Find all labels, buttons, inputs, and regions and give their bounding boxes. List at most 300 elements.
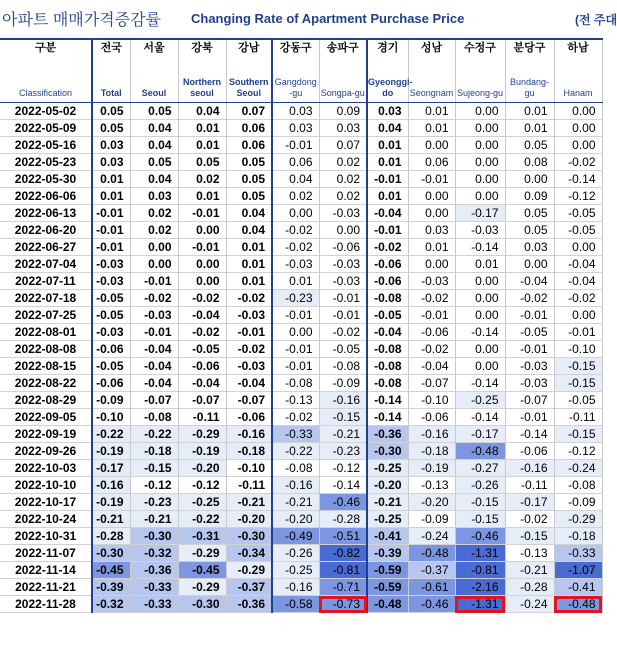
- value-cell: -0.24: [554, 460, 602, 477]
- value-cell: 0.00: [178, 273, 226, 290]
- table-row: [0, 511, 602, 528]
- value-cell: -0.71: [319, 579, 367, 596]
- value-cell: 0.00: [505, 171, 554, 188]
- value-cell: 0.03: [92, 137, 130, 154]
- value-cell: -0.01: [92, 222, 130, 239]
- value-cell: 0.04: [178, 103, 226, 120]
- value-cell: -0.08: [272, 375, 319, 392]
- table-row: [0, 375, 602, 392]
- value-cell: -0.03: [92, 273, 130, 290]
- value-cell: 0.00: [408, 256, 455, 273]
- value-cell: 0.00: [455, 307, 505, 324]
- value-cell: -0.41: [367, 528, 408, 545]
- value-cell: -0.05: [554, 392, 602, 409]
- value-cell: -0.05: [92, 358, 130, 375]
- row-date: 2022-08-08: [0, 341, 92, 358]
- value-cell: -0.07: [226, 392, 272, 409]
- col-header-sujeong: [455, 39, 505, 103]
- value-cell: -0.58: [272, 596, 319, 613]
- value-cell: -0.21: [272, 494, 319, 511]
- value-cell: -0.37: [226, 579, 272, 596]
- value-cell: 0.01: [367, 137, 408, 154]
- value-cell: -0.39: [367, 545, 408, 562]
- value-cell: 0.01: [226, 256, 272, 273]
- value-cell: -0.16: [505, 460, 554, 477]
- value-cell: -0.15: [319, 409, 367, 426]
- col-header-en: Gyeonggi-do: [368, 77, 413, 98]
- value-cell: -0.26: [455, 477, 505, 494]
- value-cell: -0.21: [226, 494, 272, 511]
- value-cell: -0.03: [92, 324, 130, 341]
- value-cell: -0.15: [554, 358, 602, 375]
- value-cell: -1.31: [455, 545, 505, 562]
- value-cell: -0.48: [455, 443, 505, 460]
- value-cell: -0.32: [130, 545, 178, 562]
- value-cell: -0.01: [272, 307, 319, 324]
- value-cell: 0.05: [130, 154, 178, 171]
- value-cell: 0.05: [92, 120, 130, 137]
- value-cell: -0.33: [130, 596, 178, 613]
- value-cell: -0.10: [226, 460, 272, 477]
- value-cell: -0.06: [226, 409, 272, 426]
- value-cell: 0.01: [178, 120, 226, 137]
- value-cell: 0.05: [92, 103, 130, 120]
- value-cell: 0.07: [226, 103, 272, 120]
- row-date: 2022-06-27: [0, 239, 92, 256]
- value-cell: -0.30: [367, 443, 408, 460]
- value-cell: -0.04: [367, 205, 408, 222]
- value-cell: 0.04: [226, 222, 272, 239]
- table-row: [0, 290, 602, 307]
- value-cell: -0.01: [178, 205, 226, 222]
- value-cell: -0.22: [130, 426, 178, 443]
- header-row: [0, 39, 602, 103]
- value-cell: -0.01: [505, 307, 554, 324]
- col-header-en: Seongnam: [409, 88, 454, 98]
- row-date: 2022-08-29: [0, 392, 92, 409]
- value-cell: 0.00: [130, 256, 178, 273]
- col-header-songpa: [319, 39, 367, 103]
- row-date: 2022-07-18: [0, 290, 92, 307]
- value-cell: -0.09: [319, 375, 367, 392]
- value-cell: -0.73: [319, 596, 367, 613]
- value-cell: 0.06: [226, 120, 272, 137]
- value-cell: 0.00: [455, 273, 505, 290]
- value-cell: -0.03: [505, 358, 554, 375]
- col-header-hanam: [554, 39, 602, 103]
- value-cell: -0.03: [505, 375, 554, 392]
- value-cell: -0.13: [505, 545, 554, 562]
- value-cell: -0.23: [130, 494, 178, 511]
- row-date: 2022-10-31: [0, 528, 92, 545]
- value-cell: -0.02: [319, 324, 367, 341]
- table-row: [0, 443, 602, 460]
- value-cell: -0.19: [92, 443, 130, 460]
- col-header-southern-seoul: [226, 39, 272, 103]
- value-cell: 0.02: [130, 205, 178, 222]
- value-cell: -0.14: [455, 324, 505, 341]
- value-cell: -0.19: [92, 494, 130, 511]
- col-header-kr: 하남: [567, 42, 589, 54]
- table-row: [0, 239, 602, 256]
- col-header-bundang: [505, 39, 554, 103]
- col-header-en: Hanam: [563, 88, 593, 98]
- value-cell: -0.07: [178, 392, 226, 409]
- row-date: 2022-08-15: [0, 358, 92, 375]
- col-header-kr: 강남: [238, 42, 260, 54]
- value-cell: -0.02: [367, 239, 408, 256]
- value-cell: -0.03: [408, 273, 455, 290]
- value-cell: 0.00: [455, 358, 505, 375]
- value-cell: -0.16: [408, 426, 455, 443]
- value-cell: -0.01: [272, 341, 319, 358]
- value-cell: 0.03: [367, 103, 408, 120]
- col-header-gangdong: [272, 39, 319, 103]
- value-cell: 0.01: [505, 120, 554, 137]
- unit-label: (전 주대: [575, 13, 617, 27]
- title-bar: [0, 0, 617, 38]
- value-cell: -0.30: [92, 545, 130, 562]
- value-cell: 0.05: [505, 137, 554, 154]
- value-cell: 0.03: [319, 120, 367, 137]
- col-header-en: Songpa-gu: [320, 88, 365, 98]
- value-cell: 0.00: [554, 120, 602, 137]
- value-cell: -0.20: [367, 477, 408, 494]
- col-header-classification: [0, 39, 92, 103]
- value-cell: -0.05: [554, 222, 602, 239]
- table-row: [0, 341, 602, 358]
- col-header-en: Total: [100, 88, 122, 98]
- table-row: [0, 460, 602, 477]
- value-cell: -0.01: [367, 222, 408, 239]
- value-cell: -0.51: [319, 528, 367, 545]
- value-cell: -0.28: [92, 528, 130, 545]
- value-cell: -0.16: [92, 477, 130, 494]
- col-header-kr: 경기: [377, 42, 399, 54]
- col-header-kr: 서울: [143, 42, 165, 54]
- value-cell: -0.45: [178, 562, 226, 579]
- value-cell: -0.15: [455, 494, 505, 511]
- value-cell: 0.00: [319, 222, 367, 239]
- value-cell: 0.02: [319, 154, 367, 171]
- value-cell: 0.00: [455, 341, 505, 358]
- value-cell: -0.18: [554, 528, 602, 545]
- table-row: [0, 273, 602, 290]
- value-cell: -0.16: [272, 477, 319, 494]
- value-cell: -0.01: [408, 171, 455, 188]
- value-cell: -0.16: [226, 426, 272, 443]
- value-cell: -0.06: [319, 239, 367, 256]
- value-cell: 0.05: [226, 154, 272, 171]
- value-cell: -1.07: [554, 562, 602, 579]
- value-cell: -0.05: [319, 341, 367, 358]
- value-cell: 0.04: [130, 171, 178, 188]
- value-cell: 0.06: [226, 137, 272, 154]
- value-cell: -0.19: [178, 443, 226, 460]
- col-header-gyeonggi: [367, 39, 413, 103]
- value-cell: -0.11: [226, 477, 272, 494]
- table-row: [0, 137, 602, 154]
- value-cell: -0.03: [272, 256, 319, 273]
- value-cell: 0.01: [92, 188, 130, 205]
- col-header-en: Bundang-gu: [509, 77, 550, 98]
- value-cell: -0.29: [178, 426, 226, 443]
- row-date: 2022-10-03: [0, 460, 92, 477]
- value-cell: -0.14: [505, 426, 554, 443]
- value-cell: -0.17: [92, 460, 130, 477]
- table-row: [0, 307, 602, 324]
- value-cell: -0.17: [455, 426, 505, 443]
- value-cell: -0.04: [178, 307, 226, 324]
- table-row: [0, 324, 602, 341]
- value-cell: 0.00: [554, 103, 602, 120]
- value-cell: 0.01: [505, 103, 554, 120]
- value-cell: -0.17: [455, 205, 505, 222]
- value-cell: -0.04: [505, 273, 554, 290]
- value-cell: 0.00: [505, 256, 554, 273]
- value-cell: -0.26: [272, 545, 319, 562]
- value-cell: 0.00: [272, 205, 319, 222]
- value-cell: -0.04: [130, 358, 178, 375]
- value-cell: -0.01: [319, 307, 367, 324]
- value-cell: -0.29: [554, 511, 602, 528]
- value-cell: -0.24: [408, 528, 455, 545]
- value-cell: -0.01: [226, 324, 272, 341]
- value-cell: -0.14: [319, 477, 367, 494]
- value-cell: 0.09: [319, 103, 367, 120]
- col-header-total: [92, 39, 130, 103]
- table-row: [0, 171, 602, 188]
- value-cell: 0.00: [178, 256, 226, 273]
- value-cell: -0.14: [367, 409, 408, 426]
- row-date: 2022-07-11: [0, 273, 92, 290]
- value-cell: -0.12: [554, 188, 602, 205]
- value-cell: -0.01: [92, 205, 130, 222]
- value-cell: -0.30: [178, 596, 226, 613]
- table-row: [0, 103, 602, 120]
- table-row: [0, 120, 602, 137]
- value-cell: -0.03: [319, 273, 367, 290]
- value-cell: -0.27: [455, 460, 505, 477]
- value-cell: 0.07: [319, 137, 367, 154]
- table-row: [0, 426, 602, 443]
- col-header-kr: 구분: [34, 42, 57, 54]
- row-date: 2022-07-25: [0, 307, 92, 324]
- value-cell: -0.49: [272, 528, 319, 545]
- table-row: [0, 205, 602, 222]
- value-cell: -0.25: [455, 392, 505, 409]
- value-cell: -0.82: [319, 545, 367, 562]
- table-row: [0, 188, 602, 205]
- value-cell: -0.05: [367, 307, 408, 324]
- value-cell: -0.46: [455, 528, 505, 545]
- value-cell: -0.01: [130, 273, 178, 290]
- value-cell: -0.39: [92, 579, 130, 596]
- value-cell: 0.01: [408, 103, 455, 120]
- value-cell: -0.20: [178, 460, 226, 477]
- value-cell: -0.16: [319, 392, 367, 409]
- value-cell: 0.01: [367, 188, 408, 205]
- value-cell: 0.04: [130, 137, 178, 154]
- row-date: 2022-09-05: [0, 409, 92, 426]
- value-cell: -0.46: [408, 596, 455, 613]
- col-header-en: Classification: [18, 88, 73, 98]
- value-cell: -0.11: [554, 409, 602, 426]
- row-date: 2022-11-07: [0, 545, 92, 562]
- value-cell: -0.08: [367, 290, 408, 307]
- price-change-table: [0, 38, 603, 613]
- value-cell: -0.15: [455, 511, 505, 528]
- value-cell: -1.31: [455, 596, 505, 613]
- value-cell: 0.05: [226, 171, 272, 188]
- value-cell: -0.03: [319, 205, 367, 222]
- value-cell: -0.48: [367, 596, 408, 613]
- value-cell: -0.33: [130, 579, 178, 596]
- value-cell: 0.00: [178, 222, 226, 239]
- value-cell: -0.21: [92, 511, 130, 528]
- value-cell: -0.09: [92, 392, 130, 409]
- value-cell: -0.14: [367, 392, 408, 409]
- value-cell: -0.81: [455, 562, 505, 579]
- value-cell: -0.08: [367, 375, 408, 392]
- value-cell: -0.05: [178, 341, 226, 358]
- value-cell: -0.08: [367, 341, 408, 358]
- row-date: 2022-07-04: [0, 256, 92, 273]
- value-cell: -0.21: [130, 511, 178, 528]
- value-cell: -0.03: [130, 307, 178, 324]
- value-cell: -0.01: [92, 239, 130, 256]
- value-cell: -0.01: [408, 307, 455, 324]
- value-cell: 0.01: [92, 171, 130, 188]
- col-header-northern-seoul: [178, 39, 226, 103]
- value-cell: -0.01: [319, 290, 367, 307]
- value-cell: -0.02: [272, 222, 319, 239]
- value-cell: 0.00: [408, 205, 455, 222]
- row-date: 2022-05-23: [0, 154, 92, 171]
- value-cell: -0.23: [319, 443, 367, 460]
- value-cell: 0.03: [408, 222, 455, 239]
- value-cell: -0.06: [408, 324, 455, 341]
- value-cell: -0.22: [92, 426, 130, 443]
- col-header-kr: 성남: [420, 42, 443, 54]
- value-cell: -0.22: [178, 511, 226, 528]
- value-cell: -0.02: [408, 341, 455, 358]
- value-cell: 0.03: [130, 188, 178, 205]
- value-cell: -0.21: [319, 426, 367, 443]
- value-cell: 0.03: [272, 120, 319, 137]
- table-row: [0, 392, 602, 409]
- value-cell: -0.21: [505, 562, 554, 579]
- value-cell: 0.05: [505, 222, 554, 239]
- row-date: 2022-05-30: [0, 171, 92, 188]
- value-cell: 0.00: [408, 137, 455, 154]
- col-header-seoul: [130, 39, 178, 103]
- value-cell: -0.08: [130, 409, 178, 426]
- value-cell: -0.13: [408, 477, 455, 494]
- value-cell: 0.01: [178, 137, 226, 154]
- value-cell: -0.22: [272, 443, 319, 460]
- value-cell: -0.15: [505, 528, 554, 545]
- row-date: 2022-06-06: [0, 188, 92, 205]
- value-cell: -0.28: [505, 579, 554, 596]
- value-cell: -0.02: [408, 290, 455, 307]
- value-cell: 0.00: [408, 188, 455, 205]
- row-date: 2022-10-24: [0, 511, 92, 528]
- value-cell: -0.03: [226, 358, 272, 375]
- value-cell: -0.07: [505, 392, 554, 409]
- value-cell: 0.00: [455, 188, 505, 205]
- value-cell: -0.25: [178, 494, 226, 511]
- value-cell: 0.02: [272, 188, 319, 205]
- value-cell: -0.01: [505, 341, 554, 358]
- value-cell: -0.02: [226, 341, 272, 358]
- value-cell: -0.05: [92, 290, 130, 307]
- value-cell: -0.03: [455, 222, 505, 239]
- row-date: 2022-11-28: [0, 596, 92, 613]
- value-cell: -0.28: [319, 511, 367, 528]
- value-cell: 0.01: [408, 239, 455, 256]
- value-cell: 0.02: [130, 222, 178, 239]
- row-date: 2022-06-13: [0, 205, 92, 222]
- value-cell: -0.36: [130, 562, 178, 579]
- value-cell: 0.00: [272, 324, 319, 341]
- value-cell: -0.25: [367, 511, 408, 528]
- value-cell: -0.23: [272, 290, 319, 307]
- value-cell: 0.05: [505, 205, 554, 222]
- value-cell: -0.41: [554, 579, 602, 596]
- value-cell: 0.06: [272, 154, 319, 171]
- value-cell: -0.33: [554, 545, 602, 562]
- value-cell: 0.00: [455, 103, 505, 120]
- value-cell: -0.17: [505, 494, 554, 511]
- value-cell: 0.03: [505, 239, 554, 256]
- value-cell: -0.01: [130, 324, 178, 341]
- value-cell: 0.00: [455, 171, 505, 188]
- value-cell: -0.01: [272, 358, 319, 375]
- table-row: [0, 477, 602, 494]
- value-cell: -0.09: [408, 511, 455, 528]
- value-cell: -0.02: [554, 154, 602, 171]
- col-header-en: Southern Seoul: [229, 77, 269, 98]
- value-cell: -0.25: [367, 460, 408, 477]
- value-cell: -0.02: [505, 290, 554, 307]
- row-date: 2022-10-10: [0, 477, 92, 494]
- value-cell: -0.33: [272, 426, 319, 443]
- table-row: [0, 256, 602, 273]
- value-cell: 0.02: [319, 188, 367, 205]
- value-cell: -0.06: [92, 341, 130, 358]
- value-cell: -0.07: [130, 392, 178, 409]
- row-date: 2022-05-02: [0, 103, 92, 120]
- col-header-kr: 강북: [191, 42, 213, 54]
- value-cell: -0.01: [505, 409, 554, 426]
- value-cell: -0.06: [367, 273, 408, 290]
- row-date: 2022-11-14: [0, 562, 92, 579]
- value-cell: 0.01: [226, 239, 272, 256]
- value-cell: -0.09: [554, 494, 602, 511]
- value-cell: -0.34: [226, 545, 272, 562]
- value-cell: -0.10: [408, 392, 455, 409]
- value-cell: 0.00: [455, 290, 505, 307]
- table-row: [0, 409, 602, 426]
- value-cell: 0.08: [505, 154, 554, 171]
- value-cell: 0.05: [130, 103, 178, 120]
- value-cell: 0.00: [455, 137, 505, 154]
- value-cell: -0.29: [178, 545, 226, 562]
- value-cell: -0.06: [505, 443, 554, 460]
- value-cell: -0.36: [367, 426, 408, 443]
- page-title-english: Changing Rate of Apartment Purchase Price: [191, 11, 465, 26]
